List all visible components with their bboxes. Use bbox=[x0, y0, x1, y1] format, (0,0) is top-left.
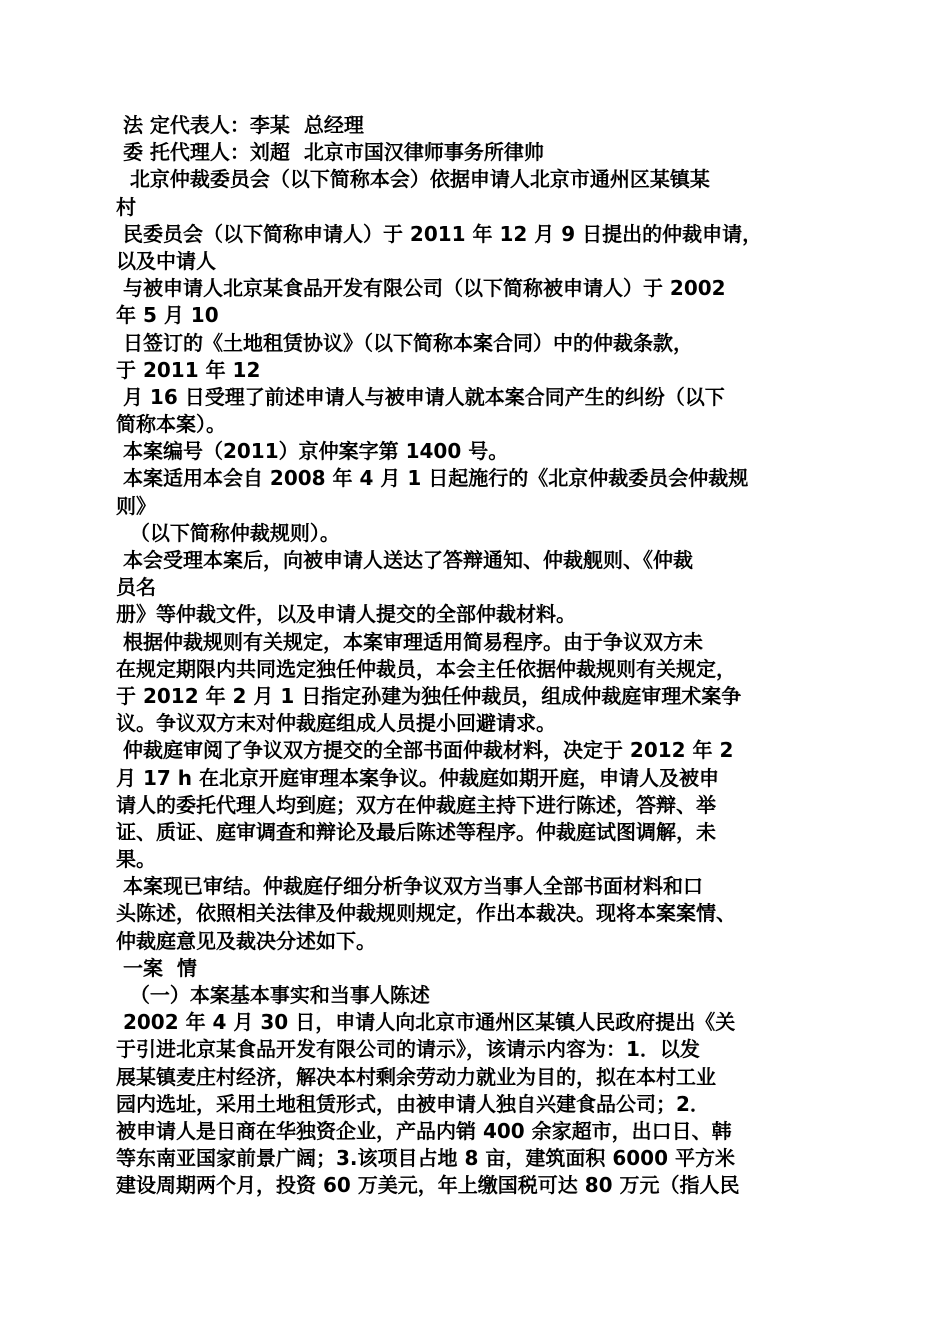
text-line: 本案适用本会自 2008 年 4 月 1 日起施行的《北京仲裁委员会仲裁规 bbox=[116, 466, 749, 491]
text-line: 则》 bbox=[116, 493, 156, 518]
text-line: 于 2012 年 2 月 1 日指定孙建为独任仲裁员，组成仲裁庭审理术案争 bbox=[116, 683, 742, 708]
text-line: 被申请人是日商在华独资企业，产品内销 400 余家超市，出口日、韩 bbox=[116, 1118, 732, 1143]
text-line: 员名 bbox=[116, 575, 156, 600]
text-line: 以及中请人 bbox=[116, 248, 216, 273]
text-line: 在规定期限内共同选定独任仲裁员，本会主任依据仲裁规则有关规定， bbox=[116, 656, 736, 681]
text-line: 册》等仲裁文件，以及申请人提交的全部仲裁材料。 bbox=[116, 602, 576, 627]
text-line: 头陈述，依照相关法律及仲裁规则规定，作出本裁决。现将本案案情、 bbox=[116, 901, 736, 926]
document-body bbox=[116, 112, 846, 1200]
text-line: 园内选址，采用土地租赁形式，由被申请人独自兴建食品公司；2． bbox=[116, 1091, 710, 1116]
text-line: （一）本案基本事实和当事人陈述 bbox=[116, 983, 430, 1007]
text-line: 本会受理本案后，向被申请人送达了答辩通知、仲裁舰则、《仲裁 bbox=[116, 548, 693, 572]
text-line: 于 2011 年 12 bbox=[116, 357, 261, 382]
text-line: 与被申请人北京某食品开发有限公司（以下简称被申请人）于 2002 bbox=[116, 276, 726, 301]
text-line: 日签订的《土地租赁协议》（以下简称本案合同）中的仲裁条款， bbox=[116, 330, 693, 355]
text-line: 果。 bbox=[116, 847, 156, 872]
text-line: 民委员会（以下简称申请人）于 2011 年 12 月 9 日提出的仲裁申请， bbox=[116, 221, 763, 246]
text-line: 证、质证、庭审调查和辩论及最后陈述等程序。仲裁庭试图调解，未 bbox=[116, 819, 716, 844]
text-line: 于引进北京某食品开发有限公司的请示》，该请示内容为：1．以发 bbox=[116, 1037, 700, 1062]
text-line: 展某镇麦庄村经济，解决本村剩余劳动力就业为目的，拟在本村工业 bbox=[116, 1064, 716, 1089]
text-line: 仲裁庭审阅了争议双方提交的全部书面仲裁材料，决定于 2012 年 2 bbox=[116, 738, 734, 763]
text-line: 委 托代理人：刘超 北京市国汉律师事务所律帅 bbox=[116, 140, 544, 165]
text-line: 议。争议双方末对仲裁庭组成人员提小回避请求。 bbox=[116, 711, 556, 736]
text-line: 村 bbox=[116, 194, 136, 219]
text-line: 简称本案）。 bbox=[116, 412, 226, 437]
text-line: 建设周期两个月，投资 60 万美元，年上缴国税可达 80 万元（指人民 bbox=[116, 1173, 740, 1198]
text-line: 北京仲裁委员会（以下简称本会）依据申请人北京市通州区某镇某 bbox=[116, 167, 710, 192]
text-line: 月 16 日受理了前述申请人与被申请人就本案合同产生的纠纷（以下 bbox=[116, 384, 725, 409]
text-line: 仲裁庭意见及裁决分述如下。 bbox=[116, 928, 376, 953]
text-line: 根据仲裁规则有关规定，本案审理适用简易程序。由于争议双方未 bbox=[116, 629, 703, 654]
text-line: 一案 情 bbox=[116, 955, 197, 980]
text-line: 年 5 月 10 bbox=[116, 303, 219, 328]
text-line: 请人的委托代理人均到庭；双方在仲裁庭主持下进行陈述，答辩、举 bbox=[116, 792, 716, 817]
text-line: 月 17 h 在北京开庭审理本案争议。仲裁庭如期开庭，申请人及被申 bbox=[116, 765, 719, 790]
text-line: 等东南亚国家前景广阔；3.该项目占地 8 亩，建筑面积 6000 平方米 bbox=[116, 1146, 735, 1171]
text-line: 本案现已审结。仲裁庭仔细分析争议双方当事人全部书面材料和口 bbox=[116, 874, 703, 899]
text-line: 2002 年 4 月 30 日，申请人向北京市通州区某镇人民政府提出《关 bbox=[116, 1010, 736, 1035]
text-line: 本案编号（2011）京仲案字第 1400 号。 bbox=[116, 439, 509, 464]
text-line: 法 定代表人：李某 总经理 bbox=[116, 113, 364, 137]
text-line: （以下简称仲裁规则）。 bbox=[116, 520, 340, 545]
